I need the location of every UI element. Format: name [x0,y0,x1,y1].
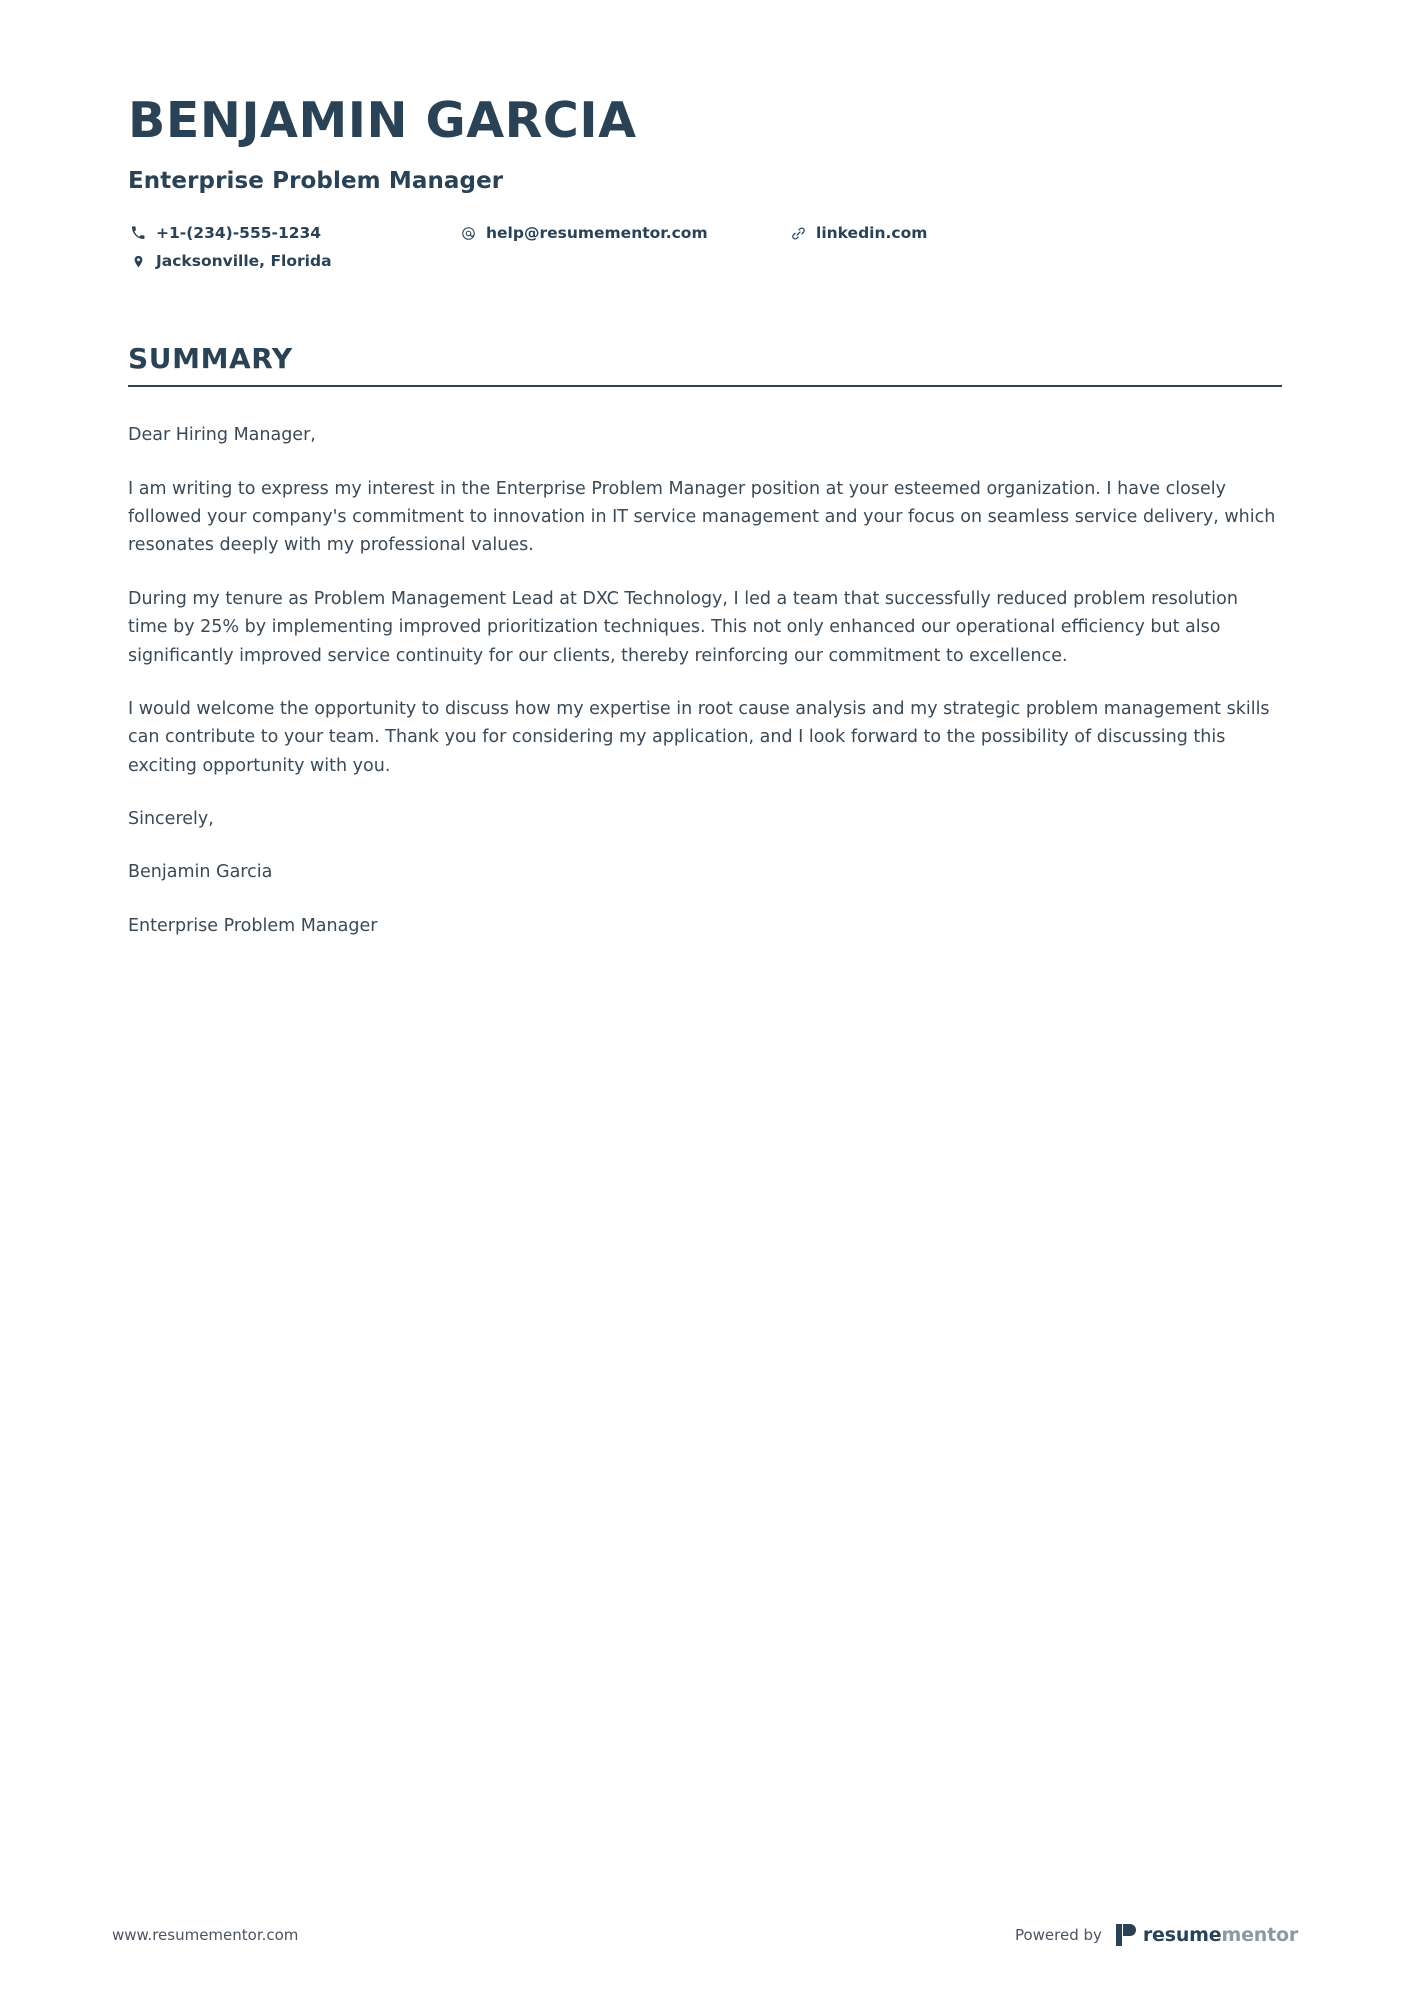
powered-by-group [1015,1924,1298,1946]
letter-signature-title: Enterprise Problem Manager [128,915,378,936]
letter-paragraph-3: I would welcome the opportunity to discuss how my expertise in root cause analysis and my strategic problem management skills can contribute to your team. Thank you for considering my application, and I look forward to the possibility of discussing this exciting opportunity with you. [128,698,1270,776]
contact-phone-text: +1-(234)-555-1234 [156,224,322,243]
document-content [0,0,1410,940]
phone-icon [128,226,148,240]
job-title: Enterprise Problem Manager [128,168,504,195]
section-divider [128,385,1282,387]
contact-location-text: Jacksonville, Florida [156,252,332,271]
brand-primary-text: resume [1142,1924,1222,1946]
powered-by-label: Powered by [1014,1926,1102,1944]
letter-paragraph-2: During my tenure as Problem Management Lead at DXC Technology, I led a team that successfully reduced problem resolution time by 25% by implementing improved prioritization techniques. This not only enhanced our operational efficiency but also significantly improved service continuity for our clients, thereby reinforcing our commitment to excellence. [128,588,1238,666]
resumementor-wordmark [1143,1924,1298,1946]
page-footer [0,1875,1410,1995]
page-title: BENJAMIN GARCIA [128,92,637,149]
contact-email-text: help@resumementor.com [486,224,708,243]
contact-phone [128,224,458,242]
section-title-summary: SUMMARY [128,342,293,376]
contact-link [788,224,1088,242]
contact-row-1 [128,224,1282,242]
summary-section [128,342,1282,939]
letter-paragraph-1: I am writing to express my interest in the Enterprise Problem Manager position at your esteemed organization. I have closely followed your company's commitment to innovation in IT service management and your focus on seamless service delivery, which resonates deeply with my professional values. [128,478,1276,556]
letter-salutation: Dear Hiring Manager, [128,425,316,446]
cover-letter-body [128,421,1282,939]
brand-secondary-text: mentor [1221,1924,1298,1946]
contact-email [458,224,788,242]
footer-website-url: www.resumementor.com [112,1926,299,1944]
letter-signature-name: Benjamin Garcia [128,862,273,883]
link-icon [788,226,808,241]
email-icon [458,226,478,241]
contact-link-text: linkedin.com [816,224,928,243]
contact-row-2 [128,252,1282,270]
resumementor-logo [1116,1924,1298,1946]
contact-location [128,252,458,270]
resumementor-mark-icon [1116,1924,1136,1946]
location-pin-icon [128,254,148,269]
letter-closing: Sincerely, [128,808,214,829]
